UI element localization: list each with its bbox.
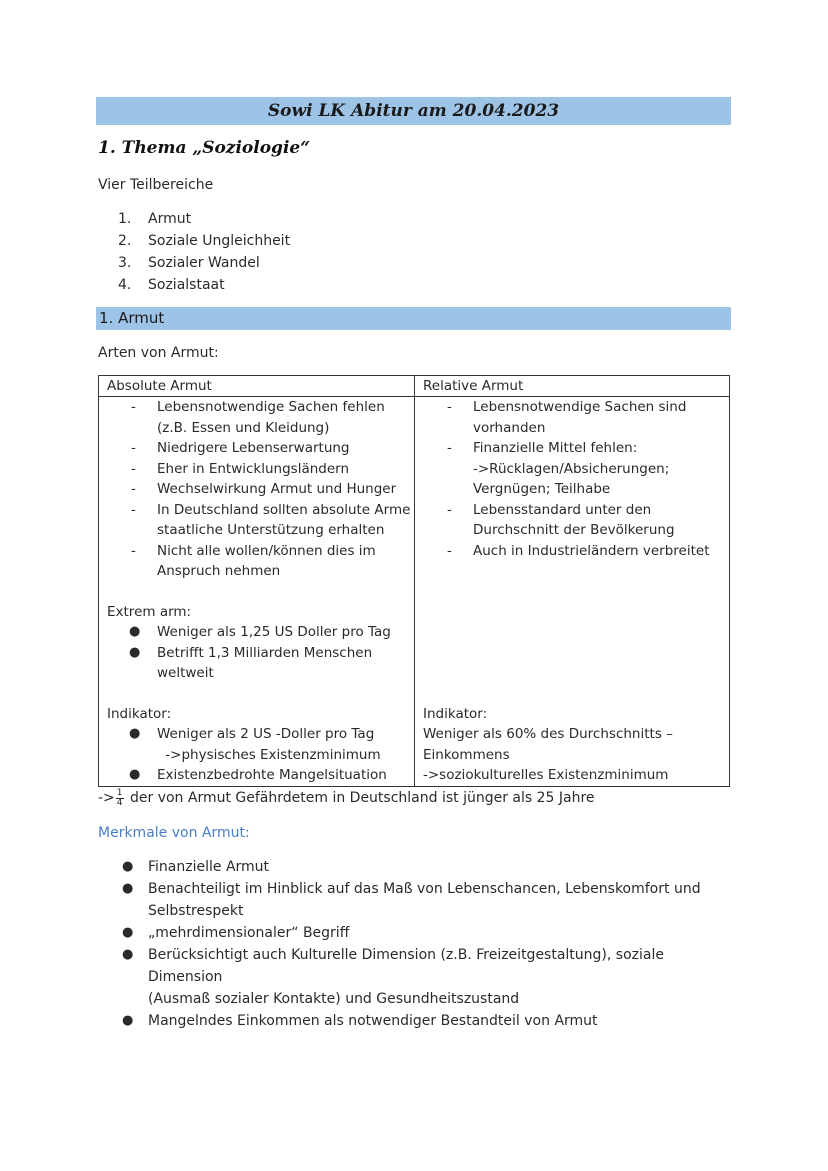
list-item: ● Berücksichtigt auch Kulturelle Dimension (z.B. Freizeitgestaltung), soziale Dimension (Ausmaß sozialer Kontakte) und Gesundheitszustand [122, 947, 664, 1007]
absolute-points [107, 397, 414, 582]
list-item: - In Deutschland sollten absolute Arme staatliche Unterstützung erhalten [131, 501, 411, 538]
list-item: - Wechselwirkung Armut und Hunger [131, 481, 397, 497]
merkmale-heading: Merkmale von Armut: [98, 825, 250, 841]
list-item: - Lebensnotwendige Sachen fehlen (z.B. Essen und Kleidung) [131, 399, 385, 436]
armut-comparison-table [98, 375, 730, 787]
list-item: 3. Sozialer Wandel [118, 255, 260, 271]
list-item: - Lebensstandard unter den Durchschnitt der Bevölkerung [447, 501, 675, 538]
list-item: ● Mangelndes Einkommen als notwendiger Bestandteil von Armut [122, 1013, 598, 1029]
list-item: ● Benachteiligt im Hinblick auf das Maß von Lebenschancen, Lebenskomfort und Selbstrespekt [122, 881, 701, 919]
list-item: - Lebensnotwendige Sachen sind vorhanden [447, 399, 687, 436]
list-item: ● Weniger als 2 US -Doller pro Tag ->physisches Existenzminimum [129, 726, 381, 763]
list-item: - Nicht alle wollen/können dies im Anspruch nehmen [131, 542, 376, 579]
list-item: ● „mehrdimensionaler“ Begriff [122, 925, 350, 941]
list-item: ● Finanzielle Armut [122, 859, 270, 875]
extreme-points [107, 622, 414, 684]
relative-points [423, 397, 729, 561]
arten-label: Arten von Armut: [98, 345, 219, 361]
list-item: - Finanzielle Mittel fehlen: ->Rücklagen/Absicherungen; Vergnügen; Teilhabe [447, 440, 670, 497]
relative-indicator: Indikator: Weniger als 60% des Durchschnitts – Einkommens ->soziokulturelles Existenzminimum [423, 705, 673, 783]
extreme-label: Extrem arm: [107, 603, 192, 620]
table-header-relative: Relative Armut [415, 376, 730, 397]
list-item: - Eher in Entwicklungsländern [131, 460, 350, 477]
merkmale-list [98, 856, 730, 1032]
subareas-list [118, 208, 290, 296]
absolute-cell [99, 397, 415, 787]
relative-indicator-label: Indikator: [423, 705, 488, 722]
list-item: 4. Sozialstaat [118, 277, 225, 293]
table-header-absolute: Absolute Armut [99, 376, 415, 397]
list-item: ● Weniger als 1,25 US Doller pro Tag [129, 624, 391, 640]
list-item: - Niedrigere Lebenserwartung [131, 440, 350, 456]
topic-heading: 1. Thema „Soziologie“ [98, 138, 310, 158]
fraction: $\frac{1}{4}$ [116, 787, 123, 808]
list-item: 2. Soziale Ungleichheit [118, 233, 291, 249]
subareas-intro: Vier Teilbereiche [98, 177, 214, 193]
age-footnote: -> $\frac{1}{4}$ der von Armut Gefährdetem in Deutschland ist jünger als 25 Jahre [98, 787, 595, 808]
relative-cell [415, 397, 730, 787]
section-heading-armut: 1. Armut [96, 307, 731, 330]
absolute-indicator-label: Indikator: [107, 705, 172, 722]
list-item: ● Existenzbedrohte Mangelsituation [129, 767, 387, 783]
document-title: Sowi LK Abitur am 20.04.2023 [267, 101, 560, 121]
document-title-banner [96, 97, 731, 125]
absolute-indicator-points [107, 724, 414, 786]
list-item: ● Betrifft 1,3 Milliarden Menschen weltweit [129, 644, 373, 681]
list-item: - Auch in Industrieländern verbreitet [447, 542, 710, 559]
list-item: 1. Armut [118, 211, 192, 227]
